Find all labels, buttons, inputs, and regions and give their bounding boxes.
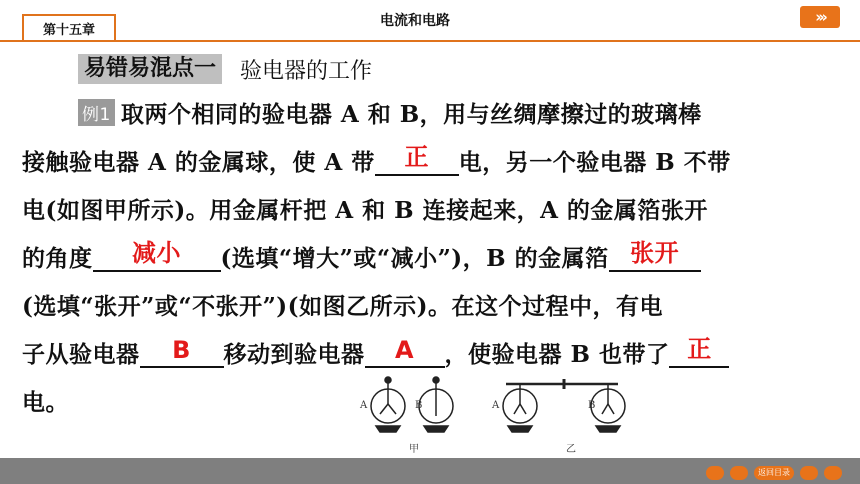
section-label: 易错易混点一 [78, 54, 222, 84]
answer-blank-1 [375, 143, 459, 176]
answer-2: 减小 [132, 239, 181, 267]
text-line-6b: 移动到验电器 [223, 341, 365, 368]
answer-blank-2 [93, 239, 221, 272]
text-line-4a: 的角度 [22, 245, 93, 272]
first-page-button[interactable] [706, 466, 724, 480]
chapter-tab: 第十五章 [22, 14, 116, 40]
back-to-contents-button[interactable]: 返回目录 [754, 466, 794, 480]
figure-label-a: A [360, 400, 368, 411]
text-line-1: 取两个相同的验电器 A 和 B，用与丝绸摩擦过的玻璃棒 [120, 101, 702, 128]
text-line-5: (选填“张开”或“不张开”)(如图乙所示)。在这个过程中，有电 [22, 293, 663, 320]
next-page-footer-button[interactable] [800, 466, 818, 480]
figure-label-b-2: B [588, 400, 596, 411]
electroscope-illustration [356, 376, 626, 454]
text-line-2b: 电，另一个验电器 B 不带 [458, 149, 731, 176]
next-page-button[interactable] [800, 6, 840, 28]
text-line-6a: 子从验电器 [22, 341, 140, 368]
figure-label-b: B [415, 400, 423, 411]
answer-4: B [172, 336, 191, 364]
answer-3: 张开 [630, 239, 680, 267]
answer-blank-3 [609, 239, 701, 272]
text-line-7: 电。 [22, 389, 69, 416]
example-line-5 [22, 288, 663, 321]
answer-blank-6 [669, 335, 729, 368]
header-divider [0, 40, 860, 42]
example-line-7 [22, 384, 69, 417]
answer-6: 正 [687, 335, 712, 363]
answer-blank-4 [140, 336, 224, 368]
last-page-button[interactable] [824, 466, 842, 480]
text-line-6c: ，使验电器 B 也带了 [444, 341, 670, 368]
figure-label-a-2: A [492, 400, 500, 411]
example-badge: 例1 [78, 99, 115, 126]
header-bar [0, 0, 860, 42]
text-line-2a: 接触验电器 A 的金属球，使 A 带 [22, 149, 375, 176]
example-line-2 [22, 144, 731, 177]
section-heading [78, 54, 372, 84]
example-line-3 [22, 192, 708, 225]
chevrons-right-icon: ››› [815, 8, 825, 26]
figure-caption-jia: 甲 [409, 444, 419, 455]
text-line-3: 电(如图甲所示)。用金属杆把 A 和 B 连接起来，A 的金属箔张开 [22, 197, 708, 224]
example-line-6 [22, 336, 729, 369]
footer-nav [706, 466, 842, 482]
example-line-4 [22, 240, 701, 273]
section-title: 验电器的工作 [240, 58, 373, 84]
prev-page-button[interactable] [730, 466, 748, 480]
answer-1: 正 [404, 143, 429, 171]
example-line-1 [78, 96, 702, 129]
answer-blank-5 [365, 336, 445, 368]
electroscope-figure [356, 376, 626, 454]
figure-caption-yi: 乙 [566, 444, 576, 455]
text-line-4b: (选填“增大”或“减小”)，B 的金属箔 [220, 245, 609, 272]
answer-5: A [394, 336, 415, 364]
page-header-title: 电流和电路 [380, 13, 450, 29]
